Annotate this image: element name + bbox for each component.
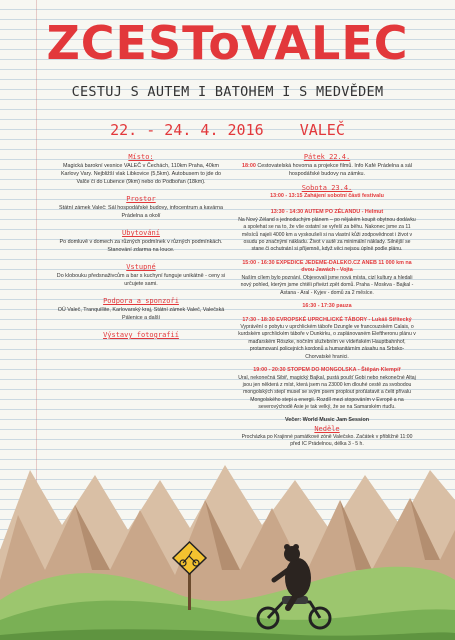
saturday-opening: 13:00 - 13:15 Zahájení sobotní části festivalu bbox=[270, 192, 384, 199]
text-friday bbox=[238, 162, 416, 178]
event-description: Ural, nekonečná Sibiř, magický Bajkal, pustá poušť Gobi nebo nekonečné Altaj jsou jen některá z míst, která jsem na 23000 km dlouhé cestě za svobodou mongolských stepí musel se svým psem proplout proťástavit a čelit přívalu Mongolského stepi a energii. Rozdíl mezi stopováním v Evropě a na severovýchodě Asie je tak velký, že se na Samarském rtuďu. bbox=[238, 374, 416, 411]
heading-exhibitions: Výstavy fotografií bbox=[103, 330, 179, 339]
date-line bbox=[0, 121, 455, 139]
event-title: 16:30 - 17:30 pauza bbox=[302, 302, 352, 309]
heading-saturday: Sobota 23.4. bbox=[301, 183, 353, 192]
subtitle: CESTUJ S AUTEM I BATOHEM I S MEDVĚDEM bbox=[71, 84, 384, 100]
event-title: 19:00 - 20:30 STOPEM DO MONGOLSKA - Štěpán Klempíř bbox=[253, 366, 401, 373]
heading-accommodation: Ubytování bbox=[122, 229, 160, 238]
festival-location: VALEČ bbox=[299, 121, 345, 139]
event-description: Vyprávění o pobytu v uprchlickém táboře Dzungle ve francouzském Calais, o kurdském uprchlickém táboře v Dunkirku, o zaplánovaném Eleftheronu plánu v maďarském Röszke, nočním služebním ve vídeňském Hauptbahnhof, protamovaní policejních kordonů a humanitárním zásahu na Srbsko-Chorvatské hranici. bbox=[238, 324, 416, 360]
text-sponsors: OÚ Valeč, Tranquillite, Karlovarský kraj, Státní zámek Valeč, Valečská Pálenice a další bbox=[57, 306, 225, 321]
heading-sunday: Neděle bbox=[314, 424, 340, 433]
program-column bbox=[238, 153, 416, 448]
text-venue: Státní zámek Valeč: Sál hospodářské budovy, infocentrum a kavárna Prádelna a okolí bbox=[58, 204, 223, 219]
page-title: ZCESToVALEC bbox=[46, 16, 409, 70]
heading-sponsors: Podpora a sponzoři bbox=[103, 296, 179, 305]
event-title: Večer: World Music Jam Session bbox=[284, 417, 370, 424]
heading-venue: Prostor bbox=[126, 195, 156, 204]
heading-friday: Pátek 22.4. bbox=[303, 153, 351, 161]
event-title: 15:00 - 16:30 EXPEDICE JEDEME-DALEKO.CZ ANEB 11 000 km na dvou Jawách - Vojta bbox=[242, 259, 412, 274]
text-accommodation: Po domluvě v domech za různých podmínek v různých podmínkách. Stanování zdarma na louce. bbox=[59, 238, 223, 253]
event-description: Na Nový Zéland s jednoduchým plánem – po nějakém koupit obytnou dodávku a spolehat se na to, že vše ostatní se vyřeší za běhu. Nakonec jsme za 11 měsíců najeli 4000 km a vyskoušeli si na vlastní kůži zodpovědnost i život v osudu po značnými nákladu. Život v autě za minimální náklady. Silnější se stane či ochutnání si příjemně, když věci nejsou úplně podle plánu. bbox=[238, 216, 416, 253]
heading-admission: Vstupné bbox=[126, 263, 156, 272]
landscape-illustration bbox=[0, 430, 455, 640]
event-title: 17:30 - 18:30 EVROPSKÉ UPRCHLICKÉ TÁBORY - Lukáš Střítecký bbox=[242, 316, 412, 323]
event-description: Naším cílem bylo poznání. Objevovali jsme nová místa, cizí kultury a hledali nový pohled, kterým jsme chtěli přivézt zpět domů. Praha - Moskva - Bajkal - Astana - Aral - Kyjev - domů za 2 měsíce. bbox=[240, 274, 414, 296]
text-place: Magická barokní vesnice VALEČ v Čechách, 110km Praha, 40km Karlovy Vary. Nejbližší vlak Libkovice (5,5km). Autobusem to jde do Valče či do Lubence (9km) nebo do Podbořan (18km). bbox=[60, 162, 222, 185]
heading-place: Místo: bbox=[128, 153, 154, 161]
friday-description: Cestovatelská hovorna a projekce filmů. Info Kafé Prádelna a sál hospodářské budovy na zámku. bbox=[257, 162, 412, 177]
event-title: 13:30 - 14:30 AUTEM PO ZÉLANDU - Helmut bbox=[270, 209, 384, 216]
friday-time: 18:00 bbox=[242, 162, 256, 169]
text-admission: Do klobouku předsnaživcům a bar s kuchyní funguje unikátně - ceny si určujete sami. bbox=[56, 272, 226, 287]
text-sunday: Procházka po Krajinné památkové zóně Valečsko. Začátek v přibližně 11:00 před IC Prádelnou, délka 3 - 5 h. bbox=[241, 433, 413, 448]
info-column bbox=[56, 153, 226, 340]
festival-dates: 22. - 24. 4. 2016 bbox=[110, 121, 264, 139]
